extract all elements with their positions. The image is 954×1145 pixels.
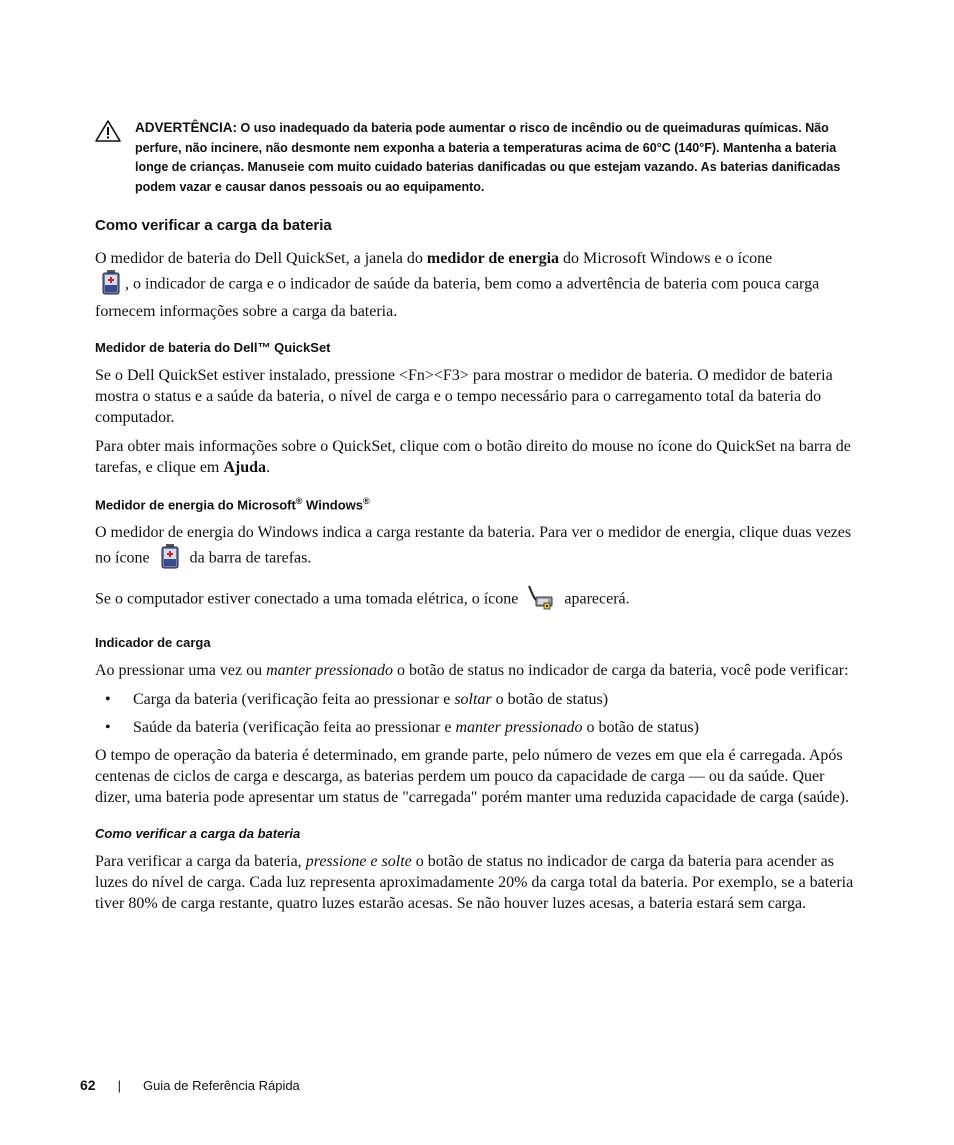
paragraph-indicator-1: Ao pressionar uma vez ou manter pressionado o botão de status no indicador de carga da bateria, você pode verificar: (95, 662, 849, 680)
list-item: • Carga da bateria (verificação feita ao pressionar e soltar o botão de status) (105, 691, 609, 709)
section-title-windows-power: Medidor de energia do Microsoft® Windows® (95, 496, 370, 513)
page-number: 62 (80, 1077, 96, 1093)
paragraph-indicator-2: O tempo de operação da bateria é determinado, em grande parte, pelo número de vezes em que ela é carregada. Após centenas de ciclos de carga e descarga, as baterias perdem um pouco da capacidade de carga — ou da saúde. Quer dizer, uma bateria pode apresentar um status de "carregada" porém manter uma reduzida capacidade de carga (saúde). (95, 747, 849, 807)
page-footer (80, 1077, 300, 1093)
battery-icon (160, 543, 180, 575)
section-title-battery-charge: Como verificar a carga da bateria (95, 217, 332, 234)
paragraph-windows-2: Se o computador estiver conectado a uma tomada elétrica, o ícone aparecerá. (95, 583, 860, 617)
warning-triangle-icon (95, 120, 121, 142)
footer-separator: | (117, 1078, 121, 1093)
footer-title: Guia de Referência Rápida (142, 1078, 300, 1093)
list-item: • Saúde da bateria (verificação feita ao pressionar e manter pressionado o botão de status) (105, 719, 699, 737)
battery-icon (101, 269, 121, 301)
paragraph-check-1: Para verificar a carga da bateria, pressione e solte o botão de status no indicador de carga da bateria para acender as luzes do nível de carga. Cada luz representa aproximadamente 20% da carga total da bateria. Por exemplo, se a bateria tiver 80% de carga restante, quatro luzes estarão acesas. Se não houver luzes acesas, a bateria estará sem carga. (95, 853, 854, 913)
warning-text: O uso inadequado da bateria pode aumentar o risco de incêndio ou de queimaduras químicas. Não perfure, não incinere, não desmonte nem exponha a bateria a temperaturas acima de 60°C (140°F). Mantenha a bateria longe de crianças. Manuseie com muito cuidado baterias danificadas ou que estejam vazando. As baterias danificadas podem vazar e causar danos pessoais ou ao equipamento. (135, 121, 841, 194)
warning-label: ADVERTÊNCIA: (135, 120, 238, 135)
section-title-quickset: Medidor de bateria do Dell™ QuickSet (95, 340, 331, 355)
paragraph-battery-intro: O medidor de bateria do Dell QuickSet, a janela do medidor de energia do Microsoft Windows e o ícone , o indicador de carga e o indicador de saúde da bateria, bem como a advertência de bateria com pouca carga fornecem informações sobre a carga da bateria. (95, 250, 820, 320)
indicator-bullet-list (95, 689, 860, 738)
section-title-charge-indicator: Indicador de carga (95, 635, 211, 651)
power-plug-icon (526, 583, 556, 617)
section-title-check-charge: Como verificar a carga da bateria (95, 826, 301, 842)
document-page (95, 118, 860, 922)
paragraph-quickset-1: Se o Dell QuickSet estiver instalado, pressione <Fn><F3> para mostrar o medidor de bateria. O medidor de bateria mostra o status e a saúde da bateria, o nível de carga e o tempo necessário para o carregamento total da bateria do computador. (95, 367, 833, 426)
paragraph-quickset-2: Para obter mais informações sobre o QuickSet, clique com o botão direito do mouse no ícone do QuickSet na barra de tarefas, e clique em Ajuda. (95, 438, 851, 476)
warning-block (95, 118, 860, 197)
paragraph-windows-1: O medidor de energia do Windows indica a carga restante da bateria. Para ver o medidor de energia, clique duas vezes no ícone da barra de tarefas. (95, 522, 860, 575)
